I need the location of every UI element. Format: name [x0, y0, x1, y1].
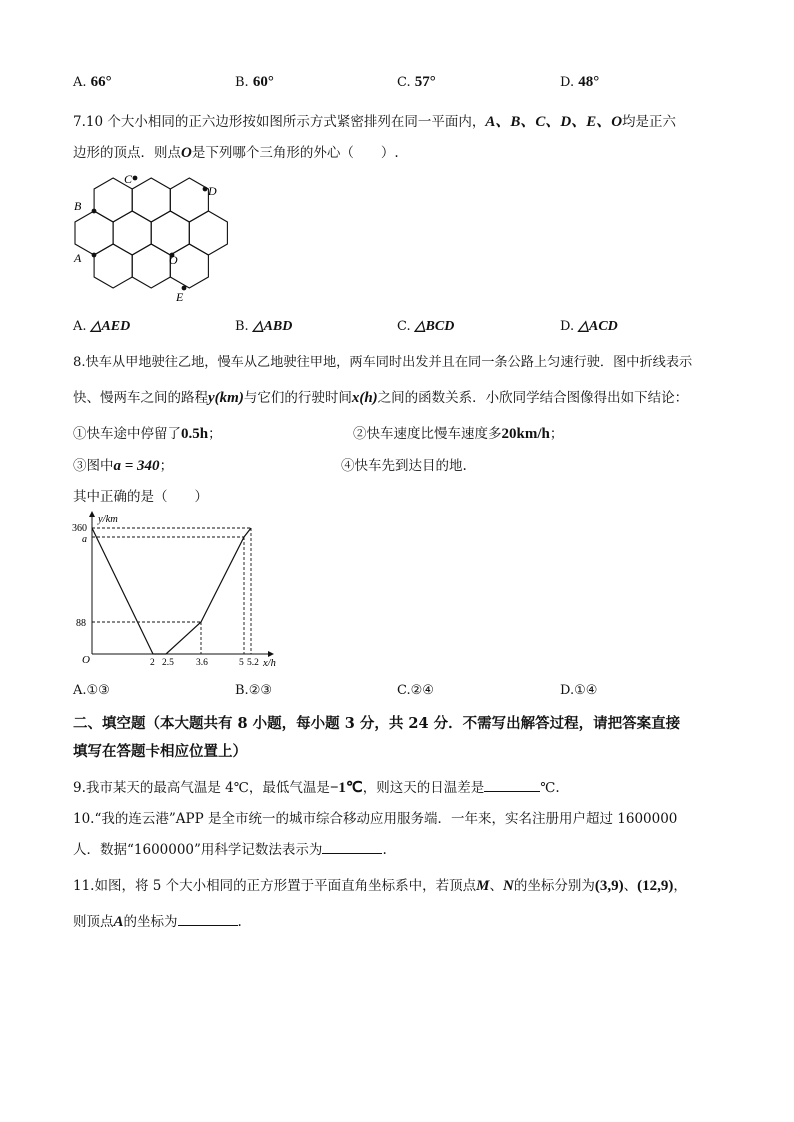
- q7-option-c: [397, 318, 454, 335]
- vertex-dot: [92, 253, 97, 258]
- q8-text: ②快车速度比慢车速度多: [353, 426, 502, 442]
- x-tick-2.5: 2.5: [162, 658, 174, 668]
- vertex-dots: [92, 176, 208, 291]
- hexagon: [113, 211, 151, 255]
- hexagon: [170, 178, 208, 222]
- q11-stem-line1: [73, 874, 687, 895]
- label-c: C: [124, 172, 133, 186]
- section2-heading-line2: 填写在答题卡相应位置上）: [73, 743, 247, 760]
- y-axis-label: y/km: [98, 514, 118, 525]
- vertex-dot: [133, 176, 138, 181]
- q10-stem-line2: [73, 838, 387, 858]
- q8-option-c: [397, 683, 434, 698]
- q11-point-n: N: [502, 878, 514, 894]
- q10-text: .: [382, 842, 387, 858]
- option-value: ①④: [574, 683, 598, 698]
- distance-time-graph: [66, 508, 286, 673]
- q11-text: 的坐标分别为: [513, 878, 595, 894]
- q11-point-a: A: [113, 914, 124, 930]
- q9-unit: ℃.: [540, 780, 560, 796]
- x-tick-5: 5: [239, 658, 244, 668]
- q7-stem-line1: [73, 110, 676, 131]
- hexagon: [75, 211, 113, 255]
- option-letter: D.: [560, 683, 575, 698]
- option-value: 57°: [414, 74, 436, 90]
- q8-stem-line2: [73, 386, 688, 407]
- option-letter: B.: [235, 319, 249, 334]
- q8-conclusion-4: ④快车先到达目的地.: [341, 458, 467, 474]
- q11-text: 、: [623, 878, 638, 894]
- q8-question: 其中正确的是（ ）: [73, 489, 208, 505]
- vertex-dot: [92, 209, 97, 214]
- option-letter: D.: [560, 75, 575, 90]
- x-tick-5.2: 5.2: [247, 658, 259, 668]
- option-value: ①③: [86, 683, 110, 698]
- dashed-guides: [92, 528, 251, 654]
- q10-text: 人．数据“1600000”用科学记数法表示为: [73, 842, 323, 858]
- q7-option-d: [560, 318, 618, 335]
- q9-low-temp: −1℃: [329, 780, 363, 796]
- q9-answer-blank[interactable]: [484, 779, 540, 792]
- x-tick-3.6: 3.6: [196, 658, 208, 668]
- origin-label: O: [82, 654, 90, 666]
- hexagon: [94, 244, 132, 288]
- q8-text: ①快车途中停留了: [73, 426, 181, 442]
- q8-text: ；: [159, 458, 174, 474]
- q8-option-a: [73, 683, 110, 698]
- option-letter: B.: [235, 75, 249, 90]
- option-value: ②④: [410, 683, 434, 698]
- q8-stem-line1: 8.快车从甲地驶往乙地，慢车从乙地驶往甲地，两车同时出发并且在同一条公路上匀速行驶．图中折线表示: [73, 355, 693, 370]
- q10-answer-blank[interactable]: [322, 841, 382, 854]
- q7-points: A、B、C、D、E、O: [485, 114, 623, 130]
- q8-x-var: x(h): [351, 390, 378, 406]
- distance-polyline: [92, 528, 251, 654]
- q8-text: 快、慢两车之间的路程: [73, 390, 208, 406]
- q8-text: 之间的函数关系．小欣同学结合图像得出如下结论：: [377, 390, 689, 406]
- section2-heading-line1: 二、填空题（本大题共有 8 小题，每小题 3 分，共 24 分．不需写出解答过程，请把答案直接: [73, 715, 681, 732]
- q8-conclusion-3: [73, 454, 173, 475]
- hexagon: [132, 244, 170, 288]
- q7-text: 边形的顶点．则点: [73, 145, 181, 161]
- q7-text: 均是正六: [622, 114, 677, 130]
- q8-value: 20km/h: [501, 426, 550, 442]
- q6-option-a: [73, 74, 112, 91]
- option-letter: A.: [73, 319, 87, 334]
- q11-text: 则顶点: [73, 914, 114, 930]
- q8-conclusion-2: [353, 422, 563, 443]
- option-value: 60°: [252, 74, 274, 90]
- option-value: △ABD: [252, 319, 293, 334]
- q8-text: ③图中: [73, 458, 114, 474]
- option-value: 48°: [578, 74, 600, 90]
- q11-text: 的坐标为: [123, 914, 178, 930]
- option-value: 66°: [90, 74, 112, 90]
- hexagon-figure: [66, 170, 241, 305]
- option-letter: A.: [73, 75, 87, 90]
- q8-option-d: [560, 683, 597, 698]
- q8-text: 与它们的行驶时间: [243, 390, 352, 406]
- q11-coord-n: (12,9): [637, 878, 674, 894]
- y-tick-a: a: [82, 534, 87, 545]
- hexagon: [132, 178, 170, 222]
- x-axis-label: x/h: [263, 658, 276, 669]
- q9-text: 9.我市某天的最高气温是 4℃，最低气温是: [73, 780, 330, 796]
- q8-value: a = 340: [113, 458, 160, 474]
- q7-stem-line2: [73, 141, 399, 162]
- option-letter: C.: [397, 319, 411, 334]
- y-tick-360: 360: [72, 523, 87, 534]
- option-value: ②③: [248, 683, 272, 698]
- q11-text: 、: [489, 878, 503, 894]
- hexagon: [189, 211, 227, 255]
- q8-conclusion-1: [73, 422, 222, 443]
- option-letter: B.: [235, 683, 249, 698]
- q11-text: 11.如图，将 5 个大小相同的正方形置于平面直角坐标系中，若顶点: [73, 878, 477, 894]
- option-letter: C.: [397, 683, 411, 698]
- label-o: O: [169, 253, 178, 267]
- q11-point-m: M: [476, 878, 490, 894]
- hexagon: [151, 211, 189, 255]
- option-letter: D.: [560, 319, 575, 334]
- q7-text: 是下列哪个三角形的外心（ ）.: [191, 145, 399, 161]
- q11-text: ，: [673, 878, 687, 894]
- q9-stem: [73, 776, 560, 797]
- option-value: △ACD: [578, 319, 618, 334]
- q8-text: ；: [549, 426, 564, 442]
- q6-option-b: [235, 74, 274, 91]
- label-e: E: [176, 290, 184, 304]
- q7-text: 7.10 个大小相同的正六边形按如图所示方式紧密排列在同一平面内，: [73, 114, 486, 130]
- option-letter: C.: [397, 75, 411, 90]
- q8-value: 0.5h: [181, 426, 209, 442]
- q8-text: ；: [208, 426, 222, 442]
- q6-option-c: [397, 74, 436, 91]
- y-tick-88: 88: [76, 618, 86, 629]
- q8-option-b: [235, 683, 272, 698]
- label-a: A: [74, 251, 82, 265]
- q11-coord-m: (3,9): [594, 878, 624, 894]
- option-value: △BCD: [414, 319, 455, 334]
- option-value: △AED: [90, 319, 131, 334]
- q7-point-o: O: [181, 145, 192, 161]
- q7-option-b: [235, 318, 292, 335]
- vertex-dot: [203, 187, 208, 192]
- q11-answer-blank[interactable]: [178, 913, 238, 926]
- x-tick-2: 2: [150, 658, 155, 668]
- q11-stem-line2: [73, 910, 242, 931]
- q8-y-var: y(km): [208, 390, 244, 406]
- q6-option-d: [560, 74, 599, 91]
- q9-text: ，则这天的日温差是: [362, 780, 485, 796]
- label-d: D: [208, 184, 217, 198]
- option-letter: A.: [73, 683, 87, 698]
- label-b: B: [74, 199, 82, 213]
- q10-stem-line1: 10.“我的连云港”APP 是全市统一的城市综合移动应用服务端．一年来，实名注册用户超过 1600000: [73, 811, 678, 827]
- q11-text: .: [237, 914, 242, 930]
- hexagons: [75, 178, 227, 288]
- q7-option-a: [73, 318, 130, 335]
